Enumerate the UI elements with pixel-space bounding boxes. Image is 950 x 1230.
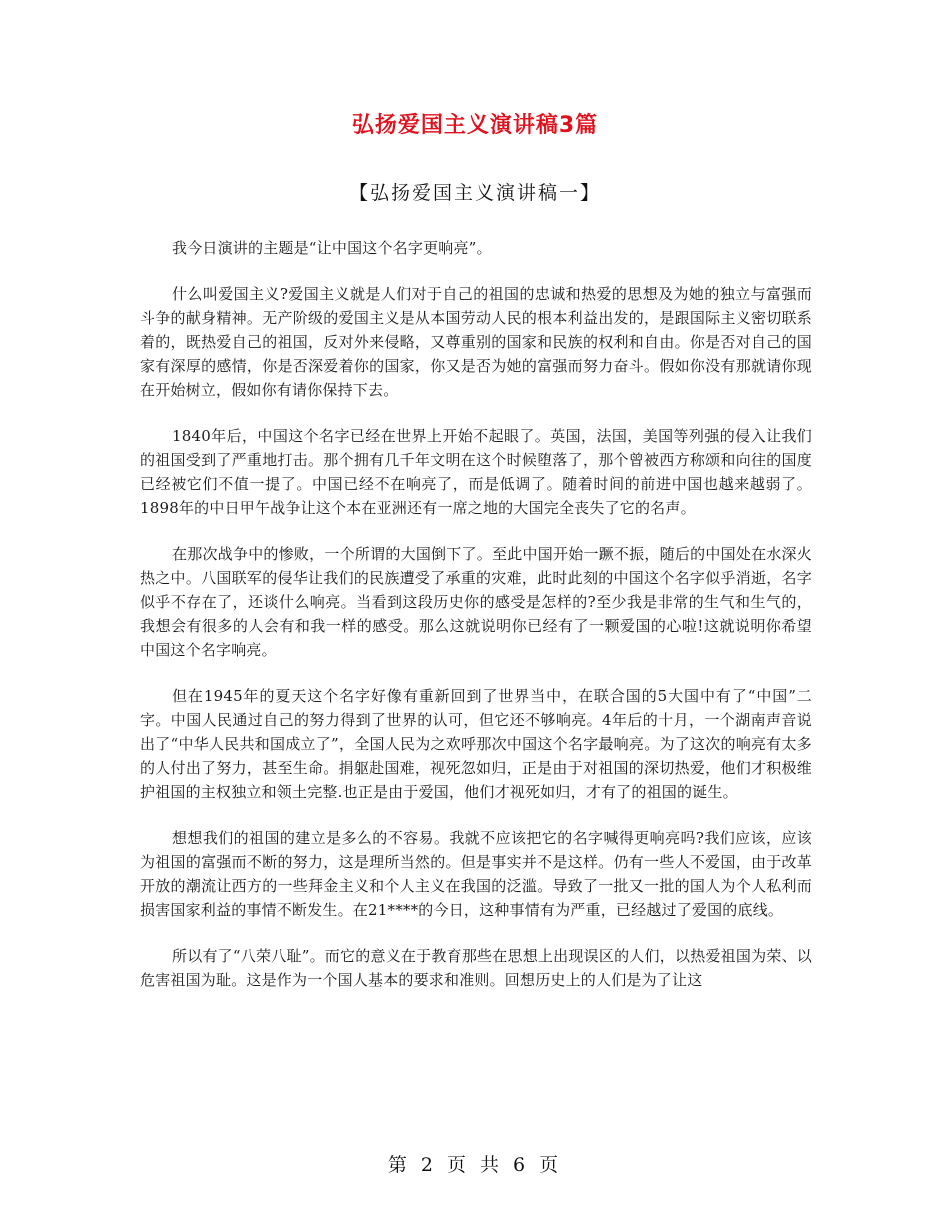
paragraph: 所以有了“八荣八耻”。而它的意义在于教育那些在思想上出现误区的人们，以热爱祖国为荣、以危害祖国为耻。这是作为一个国人基本的要求和准则。回想历史上的人们是为了让这: [140, 947, 812, 989]
paragraph: 什么叫爱国主义?爱国主义就是人们对于自己的祖国的忠诚和热爱的思想及为她的独立与富强而斗争的献身精神。无产阶级的爱国主义是从本国劳动人民的根本利益出发的，是跟国际主义密切联系着的，既热爱自己的祖国，反对外来侵略，又尊重别的国家和民族的权利和自由。你是否对自己的国家有深厚的感情，你是否深爱着你的国家，你又是否为她的富强而努力奋斗。假如你没有那就请你现在开始树立，假如你有请你保持下去。: [140, 285, 812, 399]
paragraph: 但在1945年的夏天这个名字好像有重新回到了世界当中，在联合国的5大国中有了“中国”二字。中国人民通过自己的努力得到了世界的认可，但它还不够响亮。4年后的十月，一个湖南声音说出了“中华人民共和国成立了”，全国人民为之欢呼那次中国这个名字最响亮。为了这次的响亮有太多的人付出了努力，甚至生命。捐躯赴国难，视死忽如归，正是由于对祖国的深切热爱，他们才积极维护祖国的主权独立和领土完整.也正是由于爱国，他们才视死如归，才有了的祖国的诞生。: [140, 687, 812, 801]
document-title: 弘扬爱国主义演讲稿3篇: [351, 113, 599, 138]
section-heading: 【弘扬爱国主义演讲稿一】: [348, 182, 601, 204]
body-text: [140, 236, 812, 1014]
paragraph: 想想我们的祖国的建立是多么的不容易。我就不应该把它的名字喊得更响亮吗?我们应该，应该为祖国的富强而不断的努力，这是理所当然的。但是事实并不是这样。仍有一些人不爱国，由于改革开放的潮流让西方的一些拜金主义和个人主义在我国的泛滥。导致了一批又一批的国人为个人私利而损害国家利益的事情不断发生。在21****的今日，这种事情有为严重，已经越过了爱国的底线。: [140, 829, 812, 919]
page-number-footer: 第 2 页 共 6 页: [387, 1154, 563, 1176]
paragraph: 1840年后，中国这个名字已经在世界上开始不起眼了。英国，法国，美国等列强的侵入让我们的祖国受到了严重地打击。那个拥有几千年文明在这个时候堕落了，那个曾被西方称颂和向往的国度已经被它们不值一提了。中国已经不在响亮了，而是低调了。随着时间的前进中国也越来越弱了。1898年的中日甲午战争让这个本在亚洲还有一席之地的大国完全丧失了它的名声。: [140, 427, 812, 517]
paragraph: 在那次战争中的惨败，一个所谓的大国倒下了。至此中国开始一蹶不振，随后的中国处在水深火热之中。八国联军的侵华让我们的民族遭受了承重的灾难，此时此刻的中国这个名字似乎消逝，名字似乎不存在了，还谈什么响亮。当看到这段历史你的感受是怎样的?至少我是非常的生气和生气的，我想会有很多的人会有和我一样的感受。那么这就说明你已经有了一颗爱国的心啦!这就说明你希望中国这个名字响亮。: [140, 545, 812, 659]
paragraph: 我今日演讲的主题是“让中国这个名字更响亮”。: [172, 239, 492, 257]
